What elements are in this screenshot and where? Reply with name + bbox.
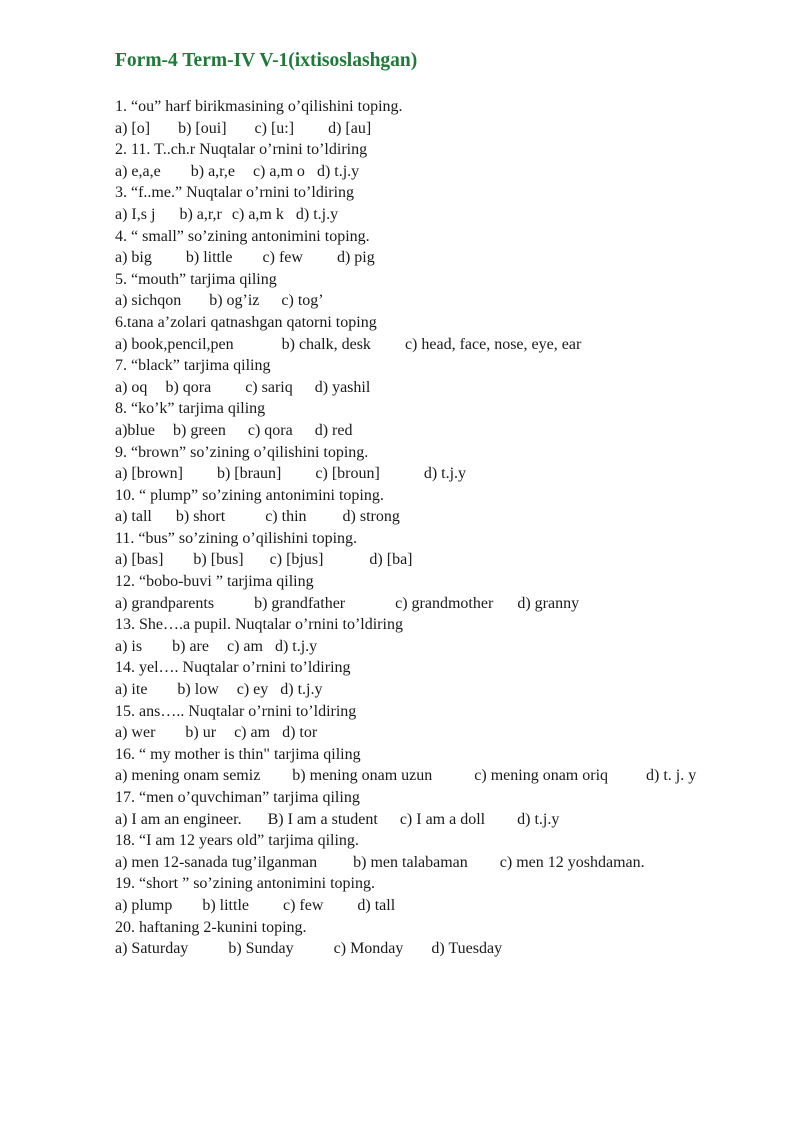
question-text: 11. “bus” so’zining o’qilishini toping. [115, 529, 358, 547]
answer-option: b) og’iz [209, 292, 260, 310]
answer-option: a) men 12-sanada tug’ilganman [115, 853, 318, 871]
answer-option: b) low [177, 681, 219, 699]
answer-option: B) I am a student [267, 810, 378, 828]
answer-option: a) mening onam semiz [115, 767, 261, 785]
answer-option: d) [au] [328, 119, 372, 137]
answer-option: c) tog’ [281, 292, 324, 310]
answer-options [115, 809, 775, 831]
question-text: 19. “short ” so’zining antonimini toping. [115, 875, 375, 893]
answer-option: b) chalk, desk [281, 335, 371, 353]
answer-option: d) pig [336, 249, 375, 267]
answer-option: d) t. j. y [646, 767, 697, 785]
answer-option: c) grandmother [395, 594, 494, 612]
answer-options [115, 204, 775, 226]
question-text: 6.tana a’zolari qatnashgan qatorni toping [115, 313, 377, 331]
answer-option: a) plump [115, 896, 173, 914]
answer-option: c) qora [247, 421, 293, 439]
answer-options [115, 420, 775, 442]
answer-options [115, 290, 775, 312]
answer-option: c) head, face, nose, eye, ear [404, 335, 582, 353]
answer-option: c) am [226, 637, 263, 655]
question-text: 9. “brown” so’zining o’qilishini toping. [115, 443, 369, 461]
answer-options [115, 895, 775, 917]
question-text: 12. “bobo-buvi ” tarjima qiling [115, 573, 314, 591]
answer-options [115, 161, 775, 183]
answer-option: c) [u:] [254, 119, 295, 137]
worksheet [115, 48, 775, 960]
answer-option: a) grandparents [115, 594, 215, 612]
question-text: 20. haftaning 2-kunini toping. [115, 918, 307, 936]
answer-option: d) yashil [314, 378, 371, 396]
answer-option: a) ite [115, 681, 148, 699]
answer-option: b) green [172, 421, 226, 439]
answer-option: c) [bjus] [269, 551, 324, 569]
answer-option: c) ey [236, 681, 269, 699]
answer-option: b) [oui] [178, 119, 227, 137]
answer-options [115, 852, 775, 874]
answer-option: a) is [115, 637, 143, 655]
answer-option: d) t.j.y [423, 465, 467, 483]
answer-options [115, 722, 775, 744]
answer-options [115, 636, 775, 658]
question-text: 15. ans….. Nuqtalar o’rnini to’ldiring [115, 702, 357, 720]
question-text: 13. She….a pupil. Nuqtalar o’rnini to’ldiring [115, 616, 403, 634]
answer-option: a) I,s j [115, 205, 156, 223]
question-text: 1. “ou” harf birikmasining o’qilishini toping. [115, 98, 403, 115]
answer-option: d) red [314, 421, 353, 439]
answer-option: b) Sunday [228, 940, 294, 958]
answer-option: b) a,r,e [190, 162, 235, 180]
answer-option: a) sichqon [115, 292, 182, 310]
answer-option: d) tall [357, 896, 396, 914]
page-title: Form-4 Term-IV V-1(ixtisoslashgan) [115, 50, 418, 71]
answer-option: c) Monday [333, 940, 404, 958]
answer-options [115, 334, 775, 356]
answer-option: d) tor [282, 724, 318, 742]
answer-option: c) am [234, 724, 271, 742]
question-text: 2. 11. T..ch.r Nuqtalar o’rnini to’ldiring [115, 141, 368, 159]
answer-option: d) t.j.y [274, 637, 318, 655]
answer-option: c) [broun] [315, 465, 380, 483]
answer-option: c) thin [265, 508, 307, 526]
question-text: 4. “ small” so’zining antonimini toping. [115, 227, 370, 245]
answer-option: b) short [175, 508, 226, 526]
answer-option: c) a,m o [252, 162, 305, 180]
answer-option: c) few [262, 249, 303, 267]
answer-option: d) t.j.y [295, 205, 339, 223]
answer-option: b) little [202, 896, 249, 914]
question-text: 5. “mouth” tarjima qiling [115, 270, 277, 288]
answer-option: b) a,r,r [179, 205, 222, 223]
answer-option: a) Saturday [115, 940, 189, 958]
answer-option: c) sariq [245, 378, 293, 396]
question-list [115, 96, 775, 960]
answer-options [115, 938, 775, 960]
answer-options [115, 679, 775, 701]
question-text: 10. “ plump” so’zining antonimini toping. [115, 486, 384, 504]
answer-option: c) men 12 yoshdaman. [499, 853, 645, 871]
answer-option: d) t.j.y [517, 810, 560, 828]
answer-option: d) Tuesday [431, 940, 503, 958]
answer-options [115, 765, 775, 787]
answer-option: b) qora [165, 378, 212, 396]
answer-option: b) [bus] [193, 551, 244, 569]
question-text: 16. “ my mother is thin" tarjima qiling [115, 745, 361, 763]
answer-option: d) granny [517, 594, 580, 612]
answer-option: c) I am a doll [399, 810, 486, 828]
answer-option: b) grandfather [254, 594, 346, 612]
answer-option: d) [ba] [369, 551, 413, 569]
answer-options [115, 118, 775, 140]
answer-option: c) few [282, 896, 324, 914]
answer-option: b) [braun] [216, 465, 282, 483]
answer-option: b) mening onam uzun [292, 767, 433, 785]
question-text: 18. “I am 12 years old” tarjima qiling. [115, 832, 359, 850]
answer-option: d) t.j.y [316, 162, 360, 180]
answer-options [115, 377, 775, 399]
answer-options [115, 463, 775, 485]
answer-option: a) book,pencil,pen [115, 335, 234, 353]
answer-option: a) oq [115, 378, 148, 396]
answer-option: c) a,m k [231, 205, 284, 223]
question-text: 3. “f..me.” Nuqtalar o’rnini to’ldiring [115, 184, 355, 202]
answer-option: a) big [115, 249, 152, 267]
answer-option: b) are [172, 637, 209, 655]
answer-option: a) [bas] [115, 551, 164, 569]
answer-option: a) I am an engineer. [115, 810, 242, 828]
question-text: 14. yel…. Nuqtalar o’rnini to’ldiring [115, 659, 351, 677]
answer-option: a) [o] [115, 119, 151, 137]
answer-option: b) ur [185, 724, 217, 742]
question-text: 17. “men o’quvchiman” tarjima qiling [115, 789, 360, 806]
answer-option: b) little [185, 249, 233, 267]
question-text: 7. “black” tarjima qiling [115, 357, 271, 375]
answer-option: a) wer [115, 724, 156, 742]
answer-options [115, 247, 775, 269]
question-text: 8. “ko’k” tarjima qiling [115, 400, 266, 418]
answer-option: a) tall [115, 508, 152, 526]
answer-option: d) strong [342, 508, 400, 526]
answer-option: c) mening onam oriq [474, 767, 609, 785]
answer-option: a) e,a,e [115, 162, 161, 180]
answer-option: d) t.j.y [280, 681, 323, 699]
answer-option: a) [brown] [115, 465, 183, 483]
answer-option: b) men talabaman [353, 853, 468, 871]
answer-options [115, 549, 775, 571]
answer-options [115, 593, 775, 615]
answer-options [115, 506, 775, 528]
answer-option: a)blue [115, 421, 155, 439]
